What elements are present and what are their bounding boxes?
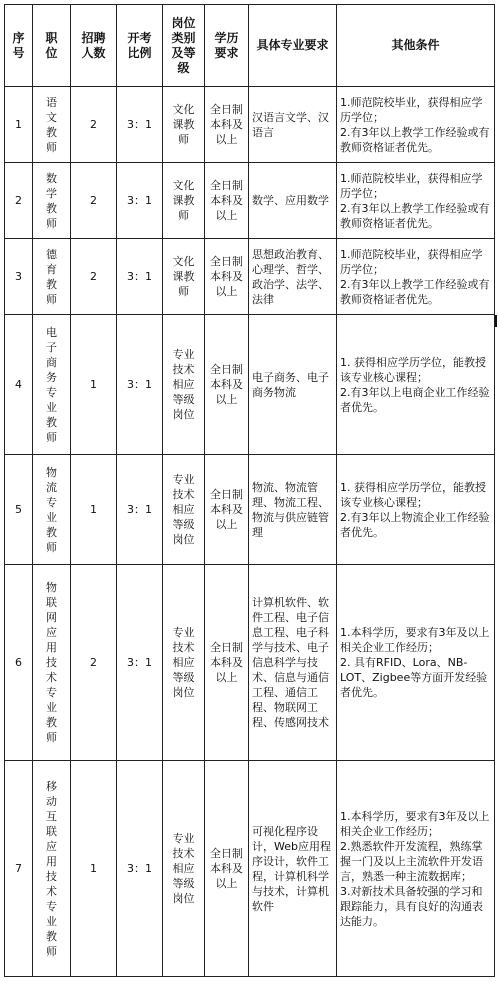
- cell-ratio: 3：1: [117, 565, 163, 761]
- cell-no: 3: [5, 239, 33, 315]
- header-major: 具体专业要求: [249, 5, 337, 87]
- cell-category: 专业技术相应等级岗位: [163, 315, 205, 455]
- cell-category: 文化课教师: [163, 239, 205, 315]
- header-position: 职位: [33, 5, 71, 87]
- table-row: [5, 761, 495, 977]
- cell-major: 思想政治教育、心理学、哲学、政治学、法学、法律: [249, 239, 337, 315]
- cell-no: 6: [5, 565, 33, 761]
- cell-other: 1.师范院校毕业，获得相应学历学位； 2.有3年以上教学工作经验或有教师资格证者优先。: [337, 163, 495, 239]
- cell-other: 1. 获得相应学历学位，能教授该专业核心课程； 2.有3年以上电商企业工作经验者优先。: [337, 315, 495, 455]
- cell-count: 2: [71, 87, 117, 163]
- header-other: 其他条件: [337, 5, 495, 87]
- cell-other: 1.师范院校毕业，获得相应学历学位； 2.有3年以上教学工作经验或有教师资格证者优先。: [337, 87, 495, 163]
- cell-category: 专业技术相应等级岗位: [163, 455, 205, 565]
- cell-position: 德育教师: [33, 239, 71, 315]
- cell-category: 文化课教师: [163, 163, 205, 239]
- cell-ratio: 3：1: [117, 239, 163, 315]
- cell-count: 1: [71, 761, 117, 977]
- cell-category: 专业技术相应等级岗位: [163, 565, 205, 761]
- cell-education: 全日制本科及以上: [205, 315, 249, 455]
- cell-no: 1: [5, 87, 33, 163]
- header-no: 序号: [5, 5, 33, 87]
- cell-ratio: 3：1: [117, 315, 163, 455]
- cell-education: 全日制本科及以上: [205, 565, 249, 761]
- cell-count: 2: [71, 239, 117, 315]
- cell-no: 4: [5, 315, 33, 455]
- cell-major: 可视化程序设计，Web应用程序设计，软件工程，计算机科学与技术，计算机软件: [249, 761, 337, 977]
- cell-category: 专业技术相应等级岗位: [163, 761, 205, 977]
- header-category: 岗位类别及等级: [163, 5, 205, 87]
- cell-other: 1. 获得相应学历学位，能教授该专业核心课程； 2.有3年以上物流企业工作经验者优先。: [337, 455, 495, 565]
- header-education: 学历要求: [205, 5, 249, 87]
- cell-ratio: 3：1: [117, 163, 163, 239]
- cell-education: 全日制本科及以上: [205, 163, 249, 239]
- cell-ratio: 3：1: [117, 761, 163, 977]
- cell-category: 文化课教师: [163, 87, 205, 163]
- cell-no: 7: [5, 761, 33, 977]
- table-row: [5, 239, 495, 315]
- cell-education: 全日制本科及以上: [205, 455, 249, 565]
- header-ratio: 开考比例: [117, 5, 163, 87]
- cell-position: 数学教师: [33, 163, 71, 239]
- recruitment-table: [4, 4, 495, 977]
- cell-position: 移动互联应用技术专业教师: [33, 761, 71, 977]
- cell-position: 物联网应用技术专业教师: [33, 565, 71, 761]
- cell-no: 2: [5, 163, 33, 239]
- cell-no: 5: [5, 455, 33, 565]
- cell-other: 1.本科学历，要求有3年及以上相关企业工作经历； 2.熟悉软件开发流程，熟练掌握一门及以上主流软件开发语言，熟悉一种主流数据库； 3.对新技术具备较强的学习和跟踪能力，具有良好的沟通表达能力。: [337, 761, 495, 977]
- cell-position: 物流专业教师: [33, 455, 71, 565]
- header-count: 招聘人数: [71, 5, 117, 87]
- table-row: [5, 163, 495, 239]
- edge-mark: [495, 315, 497, 327]
- cell-count: 1: [71, 455, 117, 565]
- cell-other: 1.师范院校毕业，获得相应学历学位； 2.有3年以上教学工作经验或有教师资格证者优先。: [337, 239, 495, 315]
- cell-ratio: 3：1: [117, 87, 163, 163]
- cell-position: 语文教师: [33, 87, 71, 163]
- cell-major: 计算机软件、软件工程、电子信息工程、电子科学与技术、电子信息科学与技术、信息与通信工程、通信工程、物联网工程、传感网技术: [249, 565, 337, 761]
- cell-count: 2: [71, 565, 117, 761]
- cell-major: 汉语言文学、汉语言: [249, 87, 337, 163]
- cell-count: 1: [71, 315, 117, 455]
- cell-education: 全日制本科及以上: [205, 761, 249, 977]
- cell-major: 电子商务、电子商务物流: [249, 315, 337, 455]
- table-row: [5, 315, 495, 455]
- cell-major: 数学、应用数学: [249, 163, 337, 239]
- table-row: [5, 87, 495, 163]
- cell-position: 电子商务专业教师: [33, 315, 71, 455]
- cell-ratio: 3：1: [117, 455, 163, 565]
- table-row: [5, 565, 495, 761]
- header-row: [5, 5, 495, 87]
- cell-education: 全日制本科及以上: [205, 239, 249, 315]
- cell-count: 2: [71, 163, 117, 239]
- cell-education: 全日制本科及以上: [205, 87, 249, 163]
- cell-other: 1.本科学历，要求有3年及以上相关企业工作经历； 2. 具有RFID、Lora、NB-LOT、Zigbee等方面开发经验者优先。: [337, 565, 495, 761]
- table-row: [5, 455, 495, 565]
- cell-major: 物流、物流管理、物流工程、物流与供应链管理: [249, 455, 337, 565]
